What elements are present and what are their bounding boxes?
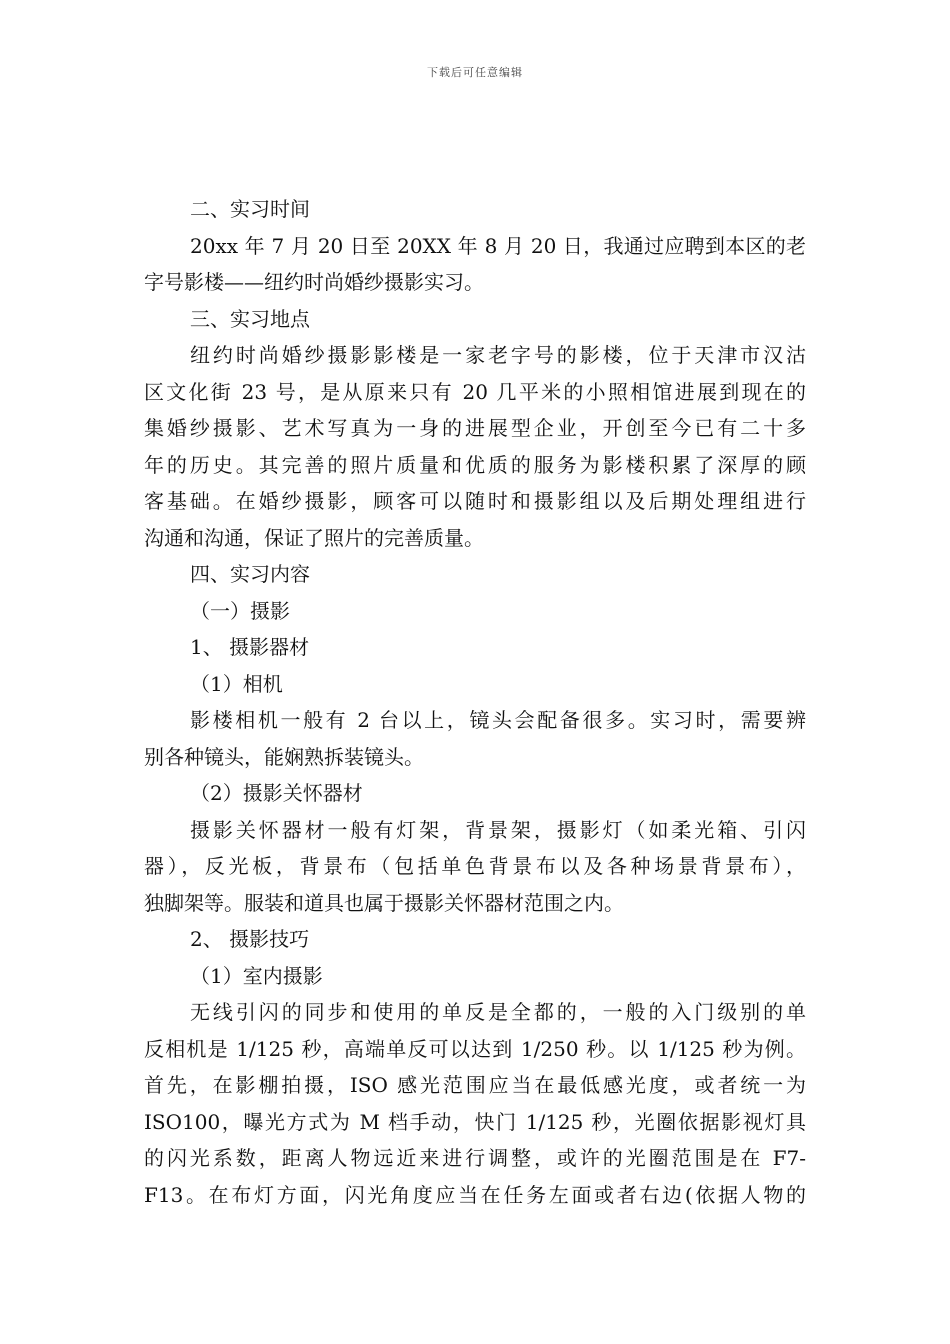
text-line: 20xx 年 7 月 20 日至 20XX 年 8 月 20 日，我通过应聘到本区的老 (190, 233, 806, 258)
text-line: 三、实习地点 (190, 306, 310, 331)
text-line: 客基础。在婚纱摄影，顾客可以随时和摄影组以及后期处理组进行 (144, 489, 806, 513)
page-header: 下载后可任意编辑 (427, 66, 523, 79)
text-line: 四、实习内容 (190, 562, 310, 586)
document-body (144, 191, 806, 1213)
text-line: 反相机是 1/125 秒，高端单反可以达到 1/250 秒。以 1/125 秒为例。 (144, 1036, 806, 1061)
text-line: ISO100，曝光方式为 M 档手动，快门 1/125 秒，光圈依据影视灯具 (144, 1109, 806, 1134)
text-line: （一）摄影 (190, 598, 290, 623)
text-line: 器），反光板，背景布（包括单色背景布以及各种场景背景布）， (144, 854, 806, 878)
text-line: 首先，在影棚拍摄，ISO 感光范围应当在最低感光度，或者统一为 (144, 1073, 806, 1097)
text-line: 二、实习时间 (190, 197, 310, 221)
text-line: 影楼相机一般有 2 台以上，镜头会配备很多。实习时，需要辨 (190, 708, 806, 732)
text-line: 集婚纱摄影、艺术写真为一身的进展型企业，开创至今已有二十多 (144, 416, 806, 440)
text-line: （1）相机 (190, 671, 283, 696)
text-line: 摄影关怀器材一般有灯架，背景架，摄影灯（如柔光箱、引闪 (190, 817, 806, 842)
text-line: （1）室内摄影 (190, 963, 323, 988)
text-line: 字号影楼——纽约时尚婚纱摄影实习。 (144, 270, 484, 294)
text-line: （2）摄影关怀器材 (190, 781, 363, 805)
text-line: 的闪光系数，距离人物远近来进行调整，或许的光圈范围是在 F7- (144, 1146, 806, 1170)
text-line: F13。在布灯方面，闪光角度应当在任务左面或者右边(依据人物的 (144, 1182, 806, 1207)
text-line: 区文化街 23 号，是从原来只有 20 几平米的小照相馆进展到现在的 (144, 379, 806, 404)
text-line: 独脚架等。服装和道具也属于摄影关怀器材范围之内。 (144, 890, 624, 915)
text-line: 无线引闪的同步和使用的单反是全都的，一般的入门级别的单 (190, 1000, 806, 1024)
text-line: 沟通和沟通，保证了照片的完善质量。 (144, 525, 484, 550)
text-line: 1、 摄影器材 (190, 635, 310, 659)
text-line: 2、 摄影技巧 (190, 927, 310, 951)
text-line: 别各种镜头，能娴熟拆装镜头。 (144, 744, 424, 769)
text-line: 纽约时尚婚纱摄影影楼是一家老字号的影楼，位于天津市汉沽 (190, 343, 806, 367)
text-line: 年的历史。其完善的照片质量和优质的服务为影楼积累了深厚的顾 (144, 452, 806, 477)
